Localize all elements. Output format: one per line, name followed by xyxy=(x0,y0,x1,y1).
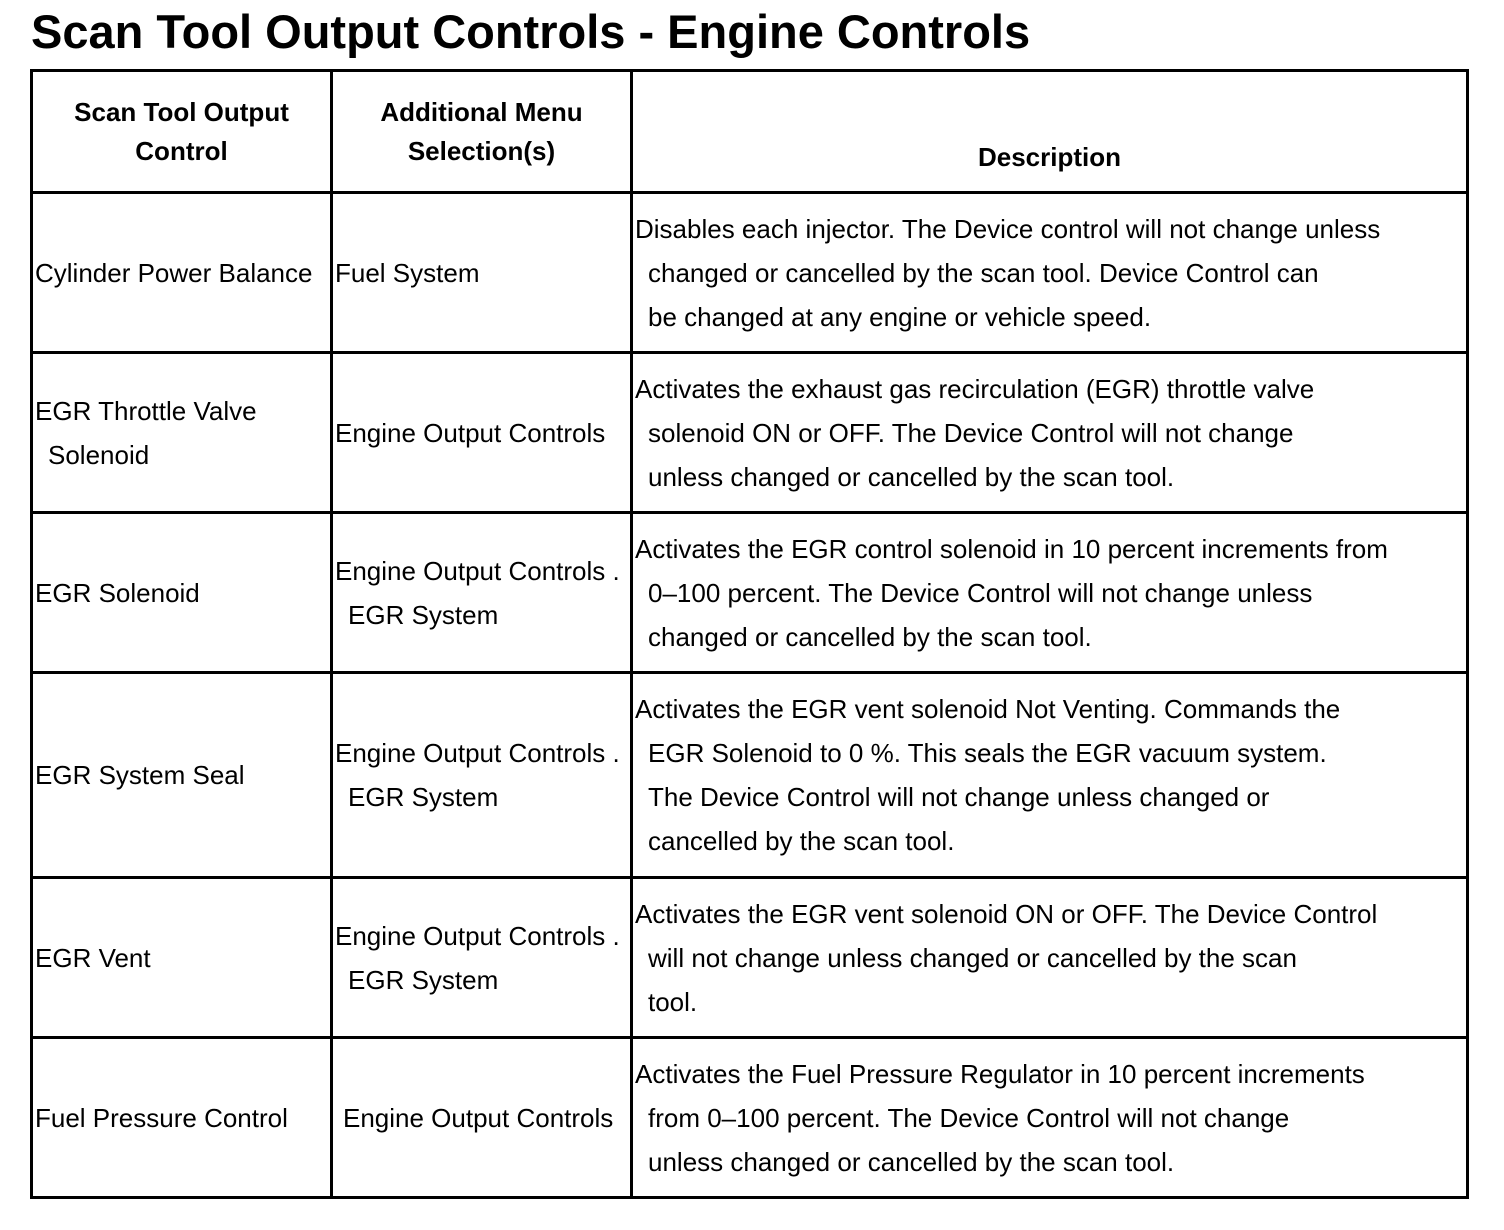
menu-text: Engine Output Controls xyxy=(343,1102,614,1133)
control-cell xyxy=(32,673,332,878)
table-row xyxy=(32,513,1468,673)
control-text: EGR Throttle Valve xyxy=(35,395,257,426)
control-cell xyxy=(32,193,332,353)
menu-cell xyxy=(332,673,632,878)
menu-text: Engine Output Controls . xyxy=(335,738,620,768)
description-line: solenoid ON or OFF. The Device Control will not change xyxy=(648,417,1294,448)
description-line: cancelled by the scan tool. xyxy=(648,826,955,856)
output-controls-table xyxy=(30,69,1469,1199)
description-line: Activates the exhaust gas recirculation (EGR) throttle valve xyxy=(635,373,1315,404)
description-line: 0–100 percent. The Device Control will not change unless xyxy=(648,577,1313,608)
control-text: Fuel Pressure Control xyxy=(35,1102,288,1133)
control-text: Solenoid xyxy=(48,439,150,470)
control-text: EGR Solenoid xyxy=(35,577,200,608)
description-line: changed or cancelled by the scan tool. xyxy=(648,621,1092,652)
menu-cell xyxy=(332,1038,632,1198)
menu-cell xyxy=(332,878,632,1038)
menu-cell xyxy=(332,353,632,513)
description-line: tool. xyxy=(648,986,698,1017)
column-header-description xyxy=(632,71,1468,193)
column-header-control xyxy=(32,71,332,193)
menu-text: EGR System xyxy=(348,782,499,812)
column-header-menu xyxy=(332,71,632,193)
control-cell xyxy=(32,353,332,513)
description-line: be changed at any engine or vehicle speed. xyxy=(648,301,1152,332)
description-cell xyxy=(632,353,1468,513)
control-cell xyxy=(32,513,332,673)
description-cell xyxy=(632,513,1468,673)
table-row xyxy=(32,353,1468,513)
description-line: The Device Control will not change unless changed or xyxy=(648,782,1270,812)
description-line: Activates the EGR vent solenoid Not Venting. Commands the xyxy=(635,694,1341,724)
menu-cell xyxy=(332,193,632,353)
description-line: Disables each injector. The Device control will not change unless xyxy=(635,213,1381,244)
description-line: will not change unless changed or cancelled by the scan xyxy=(648,942,1297,973)
control-text: EGR System Seal xyxy=(35,760,245,790)
description-line: EGR Solenoid to 0 %. This seals the EGR vacuum system. xyxy=(648,738,1327,768)
description-line: from 0–100 percent. The Device Control will not change xyxy=(648,1102,1290,1133)
description-line: changed or cancelled by the scan tool. Device Control can xyxy=(648,257,1319,288)
menu-text: Fuel System xyxy=(335,257,480,288)
column-header-menu-line-1: Additional Menu xyxy=(380,96,583,127)
table-row xyxy=(32,193,1468,353)
menu-text: Engine Output Controls . xyxy=(335,555,620,586)
description-line: unless changed or cancelled by the scan tool. xyxy=(648,1146,1175,1177)
table-row xyxy=(32,878,1468,1038)
column-header-menu-line-2: Selection(s) xyxy=(407,135,556,166)
column-header-control-line-1: Scan Tool Output xyxy=(74,96,289,127)
menu-text: EGR System xyxy=(348,599,499,630)
table-header-row xyxy=(32,71,1468,193)
control-text: Cylinder Power Balance xyxy=(35,257,313,288)
description-cell xyxy=(632,878,1468,1038)
description-line: unless changed or cancelled by the scan tool. xyxy=(648,461,1175,492)
control-cell xyxy=(32,1038,332,1198)
description-cell xyxy=(632,673,1468,878)
description-cell xyxy=(632,1038,1468,1198)
table-row xyxy=(32,1038,1468,1198)
control-cell xyxy=(32,878,332,1038)
control-text: EGR Vent xyxy=(35,942,151,973)
description-cell xyxy=(632,193,1468,353)
column-header-description-text: Description xyxy=(977,142,1122,172)
menu-text: EGR System xyxy=(348,964,499,995)
description-line: Activates the EGR vent solenoid ON or OFF. The Device Control xyxy=(635,898,1378,929)
description-line: Activates the EGR control solenoid in 10 percent increments from xyxy=(635,533,1388,564)
table-row xyxy=(32,673,1468,878)
column-header-control-line-2: Control xyxy=(135,135,228,166)
menu-text: Engine Output Controls xyxy=(335,417,606,448)
description-line: Activates the Fuel Pressure Regulator in 10 percent increments xyxy=(635,1058,1365,1089)
page-title: Scan Tool Output Controls - Engine Controls xyxy=(31,5,1031,58)
menu-cell xyxy=(332,513,632,673)
menu-text: Engine Output Controls . xyxy=(335,920,620,951)
